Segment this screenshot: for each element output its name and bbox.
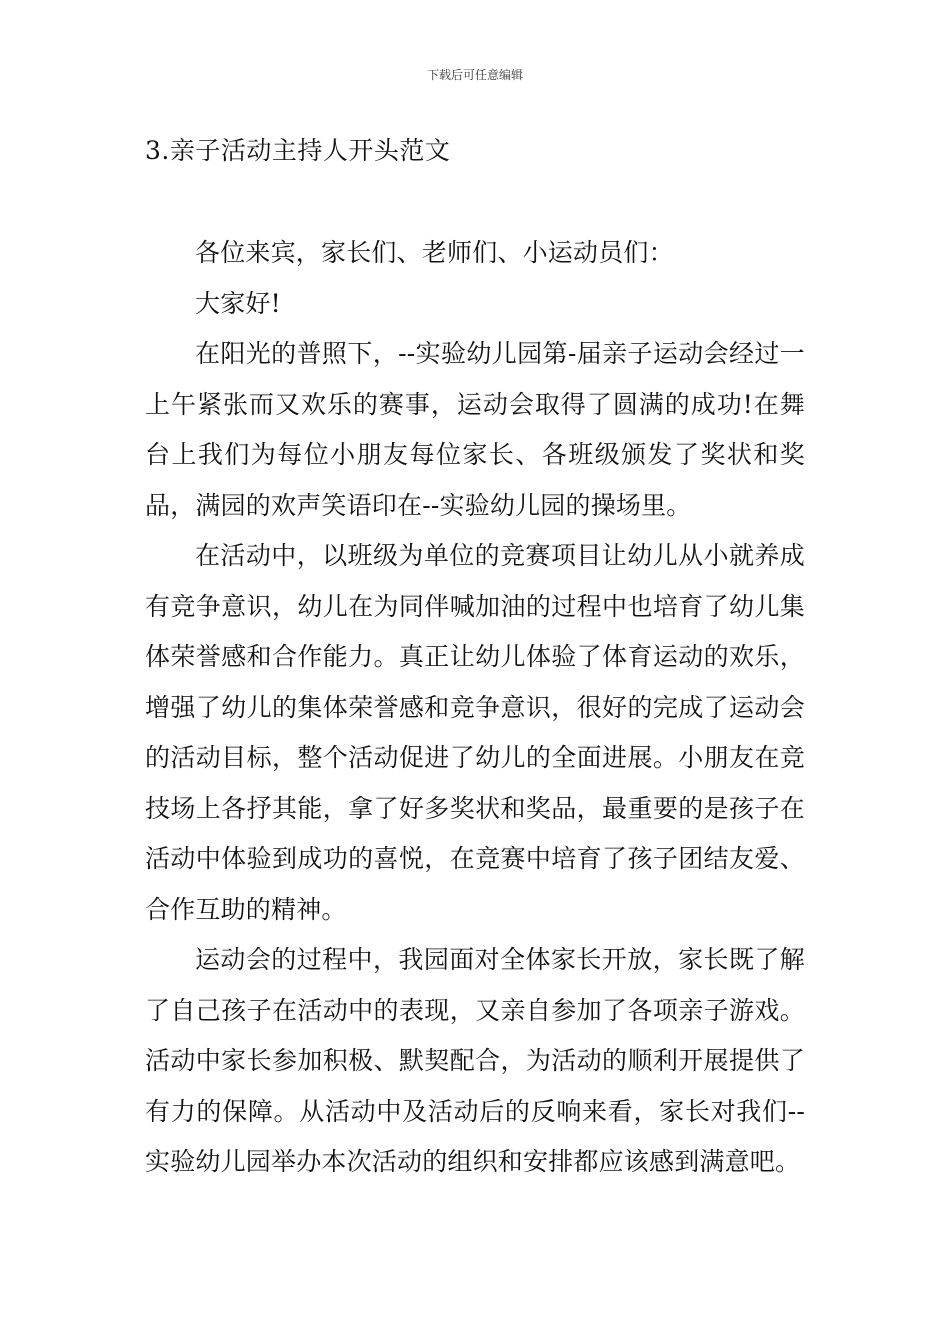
header-note: 下载后可任意编辑 <box>426 68 523 82</box>
paragraph-activity: 在活动中，以班级为单位的竞赛项目让幼儿从小就养成有竞争意识，幼儿在为同伴喊加油的过程中也培育了幼儿集体荣誉感和合作能力。真正让幼儿体验了体育运动的欢乐，增强了幼儿的集体荣誉感和竞争意识，很好的完成了运动会的活动目标，整个活动促进了幼儿的全面进展。小朋友在竞技场上各抒其能，拿了好多奖状和奖品，最重要的是孩子在活动中体验到成功的喜悦，在竞赛中培育了孩子团结友爱、合作互助的精神。 <box>145 541 805 924</box>
paragraph-greeting: 各位来宾，家长们、老师们、小运动员们： <box>195 238 674 267</box>
document-body <box>145 228 805 1188</box>
paragraph-parents: 运动会的过程中，我园面对全体家长开放，家长既了解了自己孩子在活动中的表现，又亲自参加了各项亲子游戏。活动中家长参加积极、默契配合，为活动的顺利开展提供了有力的保障。从活动中及活动后的反响来看，家长对我们--实验幼儿园举办本次活动的组织和安排都应该感到满意吧。 <box>145 945 805 1176</box>
paragraph-intro: 在阳光的普照下，--实验幼儿园第-届亲子运动会经过一上午紧张而又欢乐的赛事，运动会取得了圆满的成功!在舞台上我们为每位小朋友每位家长、各班级颁发了奖状和奖品，满园的欢声笑语印在--实验幼儿园的操场里。 <box>145 339 805 520</box>
paragraph-hello: 大家好! <box>195 288 281 318</box>
document-title: 3.亲子活动主持人开头范文 <box>145 136 451 165</box>
